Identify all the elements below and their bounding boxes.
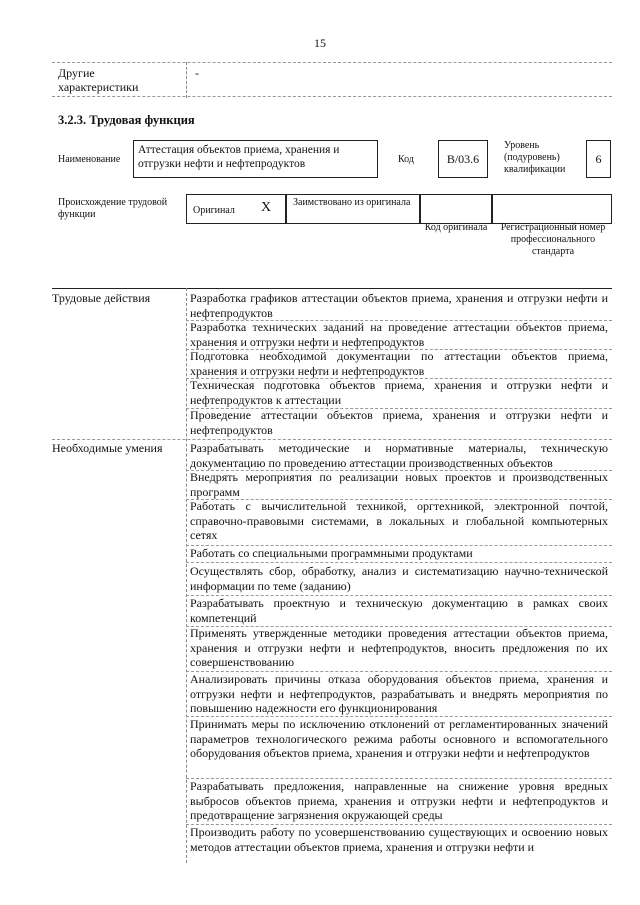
name-value: Аттестация объектов приема, хранения и отгрузки нефти и нефтепродуктов xyxy=(133,140,378,178)
list-item: Разработка графиков аттестации объектов приема, хранения и отгрузки нефти и нефтепродуктов xyxy=(190,291,608,320)
list-item: Проведение аттестации объектов приема, хранения и отгрузки нефти и нефтепродуктов xyxy=(190,408,608,437)
table-top-border xyxy=(52,288,612,289)
original-label: Оригинал xyxy=(193,205,235,216)
list-item: Применять утвержденные методики проведения аттестации объектов приема, хранения и отгрузки нефти и нефтепродуктов, вносить предложения по их совершенствованию xyxy=(190,626,608,669)
list-item: Осуществлять сбор, обработку, анализ и систематизацию научно-технической информации по теме (заданию) xyxy=(190,564,608,593)
level-label: Уровень (подуровень) квалификации xyxy=(504,140,566,175)
list-item: Принимать меры по исключению отклонений от регламентированных значений параметров технологического режима работы основного и вспомогательного оборудования объектов приема, хранения и отгрузки нефти и нефтепродуктов xyxy=(190,717,608,760)
other-characteristics-value: - xyxy=(195,66,199,80)
level-value: 6 xyxy=(586,140,611,178)
page-number: 15 xyxy=(314,36,326,50)
divider xyxy=(52,62,612,63)
labor-actions-label: Трудовые действия xyxy=(52,291,151,305)
original-code-cell xyxy=(420,194,492,224)
list-item: Анализировать причины отказа оборудования объектов приема, хранения и отгрузки нефти и нефтепродуктов, разрабатывать и внедрять мероприятия по повышению надежности его функционирования xyxy=(190,672,608,715)
list-item: Производить работу по усовершенствованию существующих и освоению новых методов аттестации объектов приема, хранения и отгрузки нефти и xyxy=(190,825,608,854)
code-label: Код xyxy=(398,154,414,165)
table-column-divider xyxy=(186,288,187,863)
reg-number-caption: Регистрационный номер профессионального стандарта xyxy=(500,222,606,257)
original-code-caption: Код оригинала xyxy=(424,222,488,233)
other-characteristics-label: Другие характеристики xyxy=(58,66,139,94)
list-item: Подготовка необходимой документации по аттестации объектов приема, хранения и отгрузки нефти и нефтепродуктов xyxy=(190,349,608,378)
divider xyxy=(52,439,612,440)
list-item: Техническая подготовка объектов приема, хранения и отгрузки нефти и нефтепродуктов к аттестации xyxy=(190,378,608,407)
name-label: Наименование xyxy=(58,154,121,165)
list-item: Разрабатывать предложения, направленные на снижение уровня вредных выбросов объектов приема, хранения и отгрузки нефти и нефтепродуктов и предотвращение загрязнения окружающей среды xyxy=(190,779,608,822)
borrowed-label: Заимствовано из оригинала xyxy=(293,197,411,208)
list-item: Разрабатывать проектную и техническую документацию в рамках своих компетенций xyxy=(190,596,608,625)
divider xyxy=(186,562,612,563)
section-title: 3.2.3. Трудовая функция xyxy=(58,113,195,127)
list-item: Разрабатывать методические и нормативные материалы, техническую документацию по проведению аттестации производственных объектов xyxy=(190,441,608,470)
borrowed-cell xyxy=(286,194,420,224)
original-mark: X xyxy=(261,200,272,215)
divider xyxy=(52,96,612,97)
list-item: Внедрять мероприятия по реализации новых проектов и производственных программ xyxy=(190,470,608,499)
list-item: Разработка технических заданий на проведение аттестации объектов приема, хранения и отгрузки нефти и нефтепродуктов xyxy=(190,320,608,349)
origin-label: Происхождение трудовой функции xyxy=(58,197,168,220)
reg-number-cell xyxy=(492,194,612,224)
divider xyxy=(186,62,187,98)
original-cell xyxy=(186,194,286,224)
code-value: B/03.6 xyxy=(438,140,488,178)
skills-label: Необходимые умения xyxy=(52,441,163,455)
list-item: Работать с вычислительной техникой, оргтехникой, электронной почтой, справочно-правовыми системами, в локальных и глобальной компьютерных сетях xyxy=(190,499,608,542)
list-item: Работать со специальными программными продуктами xyxy=(190,546,473,560)
